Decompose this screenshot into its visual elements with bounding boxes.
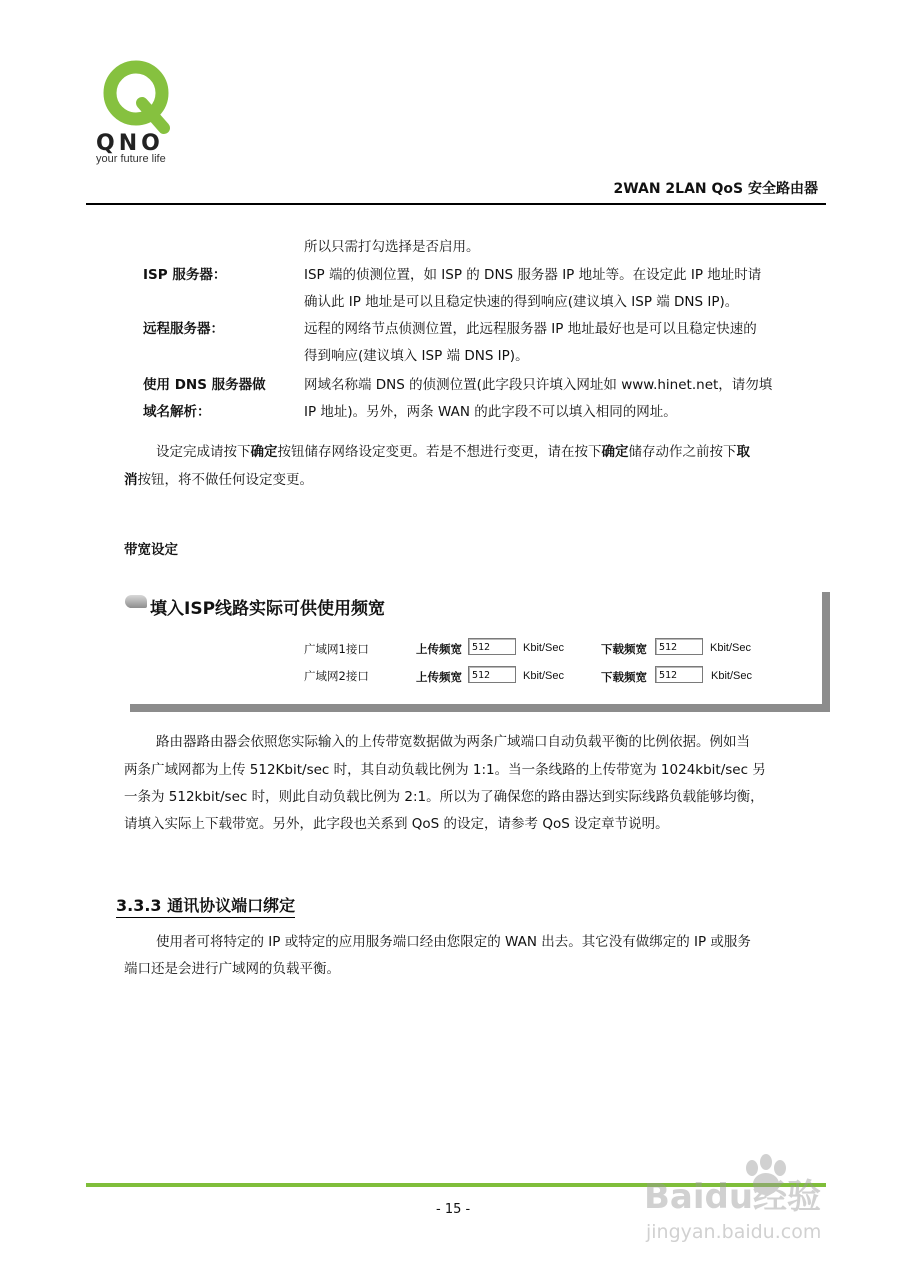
watermark-url: jingyan.baidu.com [646,1221,822,1243]
wan1-download-label: 下载频宽 [601,642,647,656]
wan2-download-label: 下载频宽 [601,670,647,684]
wan1-upload-input[interactable]: 512 [468,638,516,655]
document-title: 2WAN 2LAN QoS 安全路由器 [613,181,818,197]
wan2-upload-label: 上传频宽 [416,670,462,684]
wan2-download-input[interactable]: 512 [655,666,703,683]
def-remote-server-line1: 远程的网络节点侦测位置，此远程服务器 IP 地址最好也是可以且稳定快速的 [304,321,757,337]
definition-intro: 所以只需打勾选择是否启用。 [304,239,480,255]
term-isp-server: ISP 服务器： [143,267,227,283]
bandwidth-desc-line3: 一条为 512kbit/sec 时，则此自动负载比例为 2:1。所以为了确保您的路由器达到实际线路负载能够均衡， [124,789,764,805]
bandwidth-desc-line1: 路由器路由器会依照您实际输入的上传带宽数据做为两条广域端口自动负载平衡的比例依据。例如当 [156,734,750,750]
panel-title-icon [125,595,147,608]
def-isp-server-line1: ISP 端的侦测位置，如 ISP 的 DNS 服务器 IP 地址等。在设定此 IP 地址时请 [304,267,762,283]
save-note-line2: 消按钮，将不做任何设定变更。 [124,472,313,488]
wan1-download-unit: Kbit/Sec [710,642,751,654]
panel-shadow-right [822,592,830,712]
section-333-line2: 端口还是会进行广域网的负载平衡。 [124,961,340,977]
page-number: - 15 - [436,1202,471,1217]
def-isp-server-line2: 确认此 IP 地址是可以且稳定快速的得到响应(建议填入 ISP 端 DNS IP)。 [304,294,739,310]
wan1-download-input[interactable]: 512 [655,638,703,655]
header-divider [86,203,826,205]
baidu-watermark [640,1140,860,1250]
bandwidth-section-label: 带宽设定 [124,542,178,558]
wan2-upload-input[interactable]: 512 [468,666,516,683]
wan2-upload-unit: Kbit/Sec [523,670,564,682]
bandwidth-desc-line4: 请填入实际上下载带宽。另外，此字段也关系到 QoS 的设定，请参考 QoS 设定章节说明。 [124,816,669,832]
term-dns-line1: 使用 DNS 服务器做 [143,377,266,393]
def-remote-server-line2: 得到响应(建议填入 ISP 端 DNS IP)。 [304,348,529,364]
term-dns-line2: 域名解析： [143,404,211,420]
wan2-download-unit: Kbit/Sec [711,670,752,682]
bandwidth-desc-line2: 两条广域网都为上传 512Kbit/sec 时，其自动负载比例为 1:1。当一条线路的上传带宽为 1024kbit/sec 另 [124,762,766,778]
panel-shadow-bottom [130,704,830,712]
logo-tagline: your future life [96,153,166,165]
save-note-line1: 设定完成请按下确定按钮储存网络设定变更。若是不想进行变更，请在按下确定储存动作之前按下取 [156,444,750,460]
logo-brand-text: QNO [96,131,164,156]
panel-title: 填入ISP线路实际可供使用频宽 [150,599,386,619]
wan1-label: 广域网1接口 [304,642,369,656]
wan1-upload-unit: Kbit/Sec [523,642,564,654]
def-dns-line1: 网域名称端 DNS 的侦测位置(此字段只许填入网址如 www.hinet.net，请勿填 [304,377,773,393]
wan2-label: 广域网2接口 [304,669,369,683]
section-333-line1: 使用者可将特定的 IP 或特定的应用服务端口经由您限定的 WAN 出去。其它没有做绑定的 IP 或服务 [156,934,751,950]
section-heading-333: 3.3.3 通讯协议端口绑定 [116,893,295,918]
watermark-brand: Baidu经验 [644,1177,822,1217]
def-dns-line2: IP 地址)。另外，两条 WAN 的此字段不可以填入相同的网址。 [304,404,677,420]
wan1-upload-label: 上传频宽 [416,642,462,656]
term-remote-server: 远程服务器： [143,321,224,337]
